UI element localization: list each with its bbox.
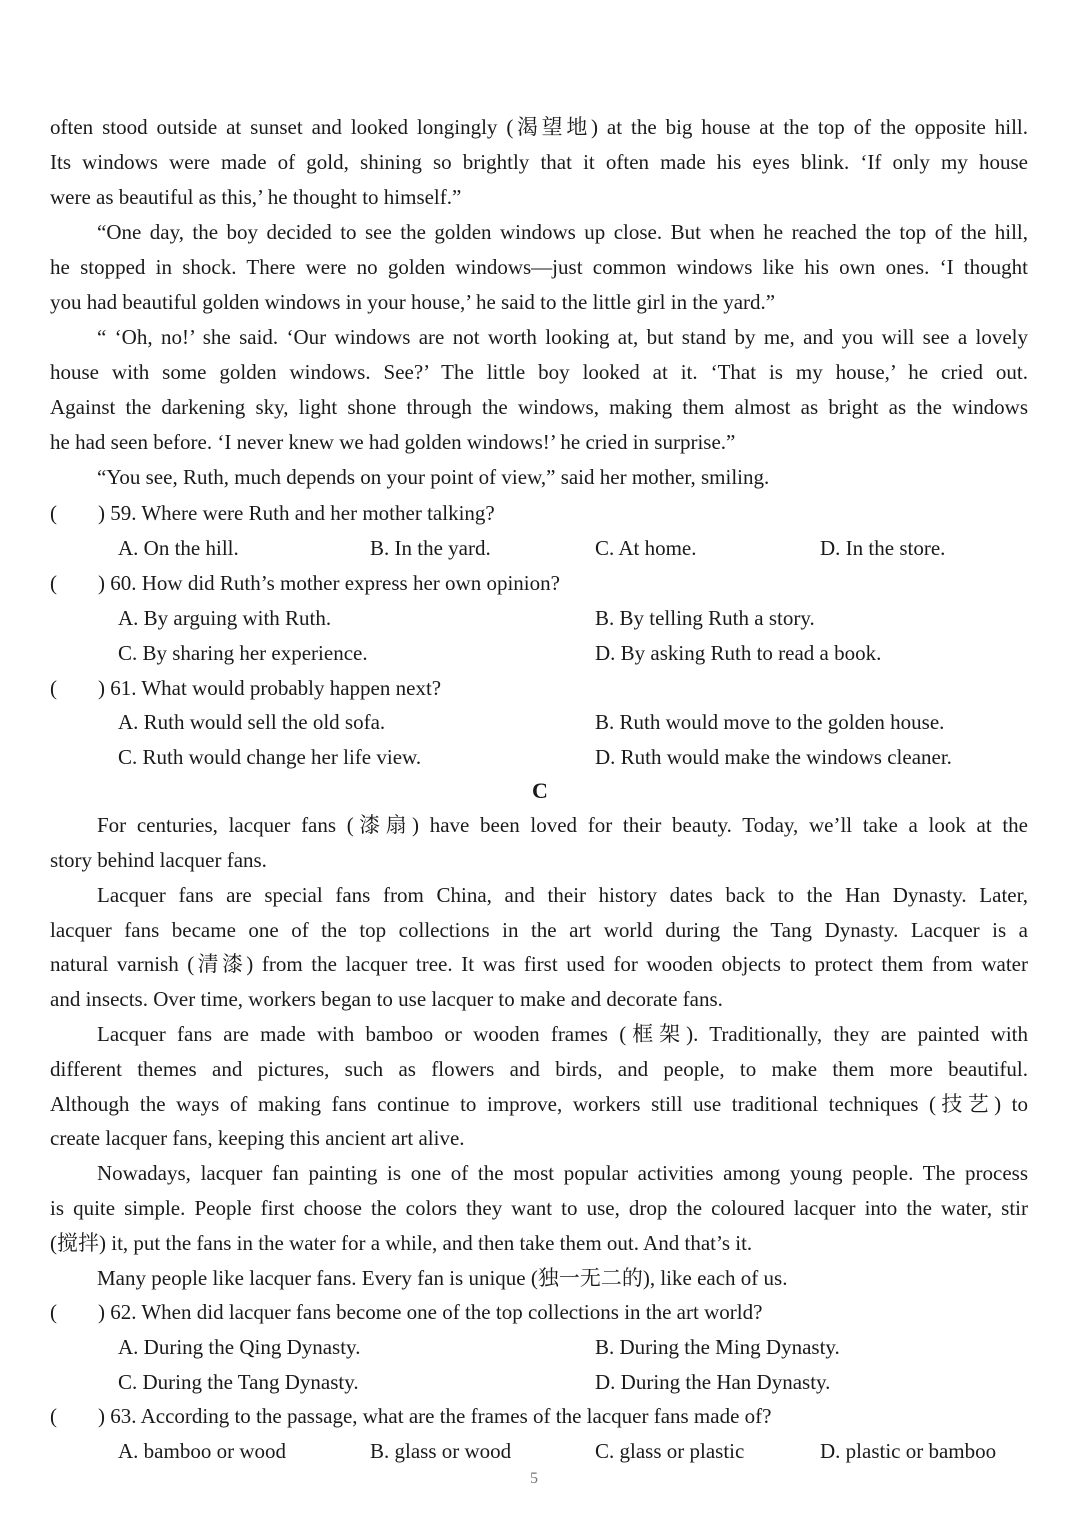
question-62 xyxy=(50,1295,1028,1330)
passage-line: “One day, the boy decided to see the golden windows up close. But when he reached the top of the hill, xyxy=(97,220,1028,244)
question-stem: ) 60. How did Ruth’s mother express her own opinion? xyxy=(98,571,560,595)
question-stem: ) 61. What would probably happen next? xyxy=(98,676,442,700)
passage-line: “You see, Ruth, much depends on your point of view,” said her mother, smiling. xyxy=(97,465,770,489)
option-b[interactable]: B. By telling Ruth a story. xyxy=(595,606,815,630)
option-a[interactable]: A. By arguing with Ruth. xyxy=(118,606,332,630)
option-c[interactable]: C. By sharing her experience. xyxy=(118,641,368,665)
answer-blank[interactable]: ( xyxy=(50,571,57,595)
passage-line: and insects. Over time, workers began to use lacquer to make and decorate fans. xyxy=(50,987,723,1011)
option-c[interactable]: C. At home. xyxy=(595,536,697,560)
question-stem: ) 63. According to the passage, what are the frames of the lacquer fans made of? xyxy=(98,1404,772,1428)
option-d[interactable]: D. During the Han Dynasty. xyxy=(595,1370,831,1394)
passage-line: (搅拌) it, put the fans in the water for a while, and then take them out. And that’s it. xyxy=(50,1231,753,1255)
passage-line: often stood outside at sunset and looked longingly (渴望地) at the big house at the top of the opposite hill. xyxy=(50,115,1028,139)
question-63 xyxy=(50,1399,1028,1434)
option-a[interactable]: A. On the hill. xyxy=(118,536,239,560)
passage-line: Nowadays, lacquer fan painting is one of the most popular activities among young people. The process xyxy=(97,1161,1028,1185)
question-stem: ) 62. When did lacquer fans become one of the top collections in the art world? xyxy=(98,1300,763,1324)
passage-line: natural varnish (清漆) from the lacquer tree. It was first used for wooden objects to protect them from water xyxy=(50,952,1028,976)
passage-line: were as beautiful as this,’ he thought to himself.” xyxy=(50,185,462,209)
option-c[interactable]: C. glass or plastic xyxy=(595,1439,745,1463)
option-d[interactable]: D. plastic or bamboo xyxy=(820,1439,997,1463)
passage-line: different themes and pictures, such as flowers and birds, and people, to make them more beautiful. xyxy=(50,1057,1028,1081)
answer-blank[interactable]: ( xyxy=(50,501,57,525)
passage-line: he stopped in shock. There were no golden windows—just common windows like his own ones. ‘I thought xyxy=(50,255,1028,279)
passage-line: Although the ways of making fans continue to improve, workers still use traditional techniques (技艺) to xyxy=(50,1092,1028,1116)
question-59 xyxy=(50,496,1028,531)
option-b[interactable]: B. In the yard. xyxy=(370,536,491,560)
passage-line: create lacquer fans, keeping this ancient art alive. xyxy=(50,1126,465,1150)
option-d[interactable]: D. Ruth would make the windows cleaner. xyxy=(595,745,952,769)
passage-line: lacquer fans became one of the top collections in the art world during the Tang Dynasty. Lacquer is a xyxy=(50,918,1028,942)
question-stem: ) 59. Where were Ruth and her mother talking? xyxy=(98,501,495,525)
option-a[interactable]: A. bamboo or wood xyxy=(118,1439,286,1463)
option-b[interactable]: B. During the Ming Dynasty. xyxy=(595,1335,840,1359)
answer-blank[interactable]: ( xyxy=(50,1404,57,1428)
passage-line: Many people like lacquer fans. Every fan is unique (独一无二的), like each of us. xyxy=(97,1266,788,1290)
passage-line: Lacquer fans are made with bamboo or wooden frames (框架). Traditionally, they are painted with xyxy=(97,1022,1028,1046)
option-a[interactable]: A. Ruth would sell the old sofa. xyxy=(118,710,386,734)
passage-line: Its windows were made of gold, shining so brightly that it often made his eyes blink. ‘If only my house xyxy=(50,150,1028,174)
passage-line: “ ‘Oh, no!’ she said. ‘Our windows are not worth looking at, but stand by me, and you will see a lovely xyxy=(97,325,1028,349)
option-d[interactable]: D. By asking Ruth to read a book. xyxy=(595,641,882,665)
answer-blank[interactable]: ( xyxy=(50,1300,57,1324)
section-heading: C xyxy=(532,778,548,803)
question-60 xyxy=(50,566,1028,601)
option-c[interactable]: C. During the Tang Dynasty. xyxy=(118,1370,359,1394)
question-61 xyxy=(50,671,1028,706)
passage-line: house with some golden windows. See?’ The little boy looked at it. ‘That is my house,’ he cried out. xyxy=(50,360,1028,384)
passage-line: is quite simple. People first choose the colors they want to use, drop the coloured lacquer into the water, stir xyxy=(50,1196,1028,1220)
page-number: 5 xyxy=(530,1470,538,1487)
option-b[interactable]: B. glass or wood xyxy=(370,1439,512,1463)
option-d[interactable]: D. In the store. xyxy=(820,536,946,560)
answer-blank[interactable]: ( xyxy=(50,676,57,700)
option-a[interactable]: A. During the Qing Dynasty. xyxy=(118,1335,361,1359)
passage-line: story behind lacquer fans. xyxy=(50,848,267,872)
passage-line: Lacquer fans are special fans from China, and their history dates back to the Han Dynasty. Later, xyxy=(97,883,1028,907)
passage-line: For centuries, lacquer fans (漆扇) have been loved for their beauty. Today, we’ll take a look at the xyxy=(97,813,1028,837)
option-b[interactable]: B. Ruth would move to the golden house. xyxy=(595,710,945,734)
option-c[interactable]: C. Ruth would change her life view. xyxy=(118,745,422,769)
passage-line: you had beautiful golden windows in your house,’ he said to the little girl in the yard.” xyxy=(50,290,776,314)
passage-line: Against the darkening sky, light shone through the windows, making them almost as bright as the windows xyxy=(50,395,1028,419)
passage-line: he had seen before. ‘I never knew we had golden windows!’ he cried in surprise.” xyxy=(50,430,736,454)
